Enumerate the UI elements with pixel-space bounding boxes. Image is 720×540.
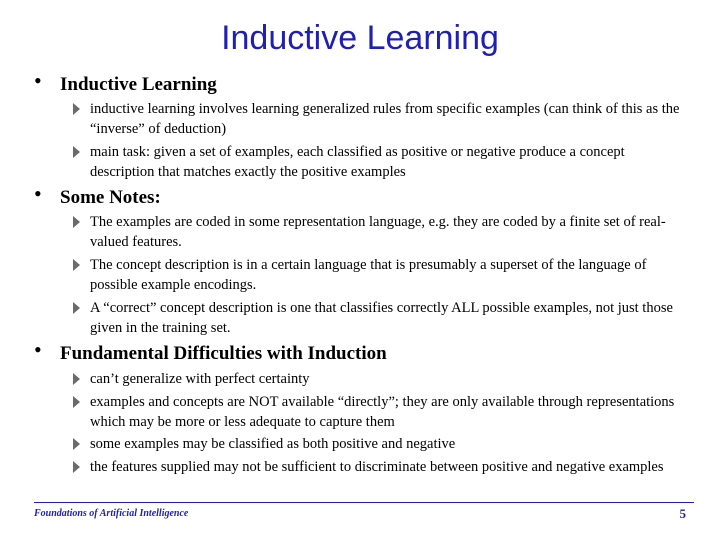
arrow-bullet-icon (72, 258, 81, 272)
list-item-text: The examples are coded in some representation language, e.g. they are coded by a finite set of real-valued features. (90, 214, 666, 250)
list-item-text: examples and concepts are NOT available “directly”; they are only available through representations which may be more or less adequate to capture them (90, 394, 675, 430)
arrow-bullet-icon (72, 437, 81, 451)
page-number: 5 (679, 506, 686, 521)
slide-title: Inductive Learning (221, 19, 499, 57)
list-item-text: the features supplied may not be sufficient to discriminate between positive and negative examples (90, 459, 664, 475)
list-item-text: some examples may be classified as both positive and negative (90, 436, 456, 452)
list-item-text: The concept description is in a certain language that is presumably a superset of the language of possible example encodings. (90, 257, 647, 293)
bullet-dot-icon: • (34, 68, 42, 93)
arrow-bullet-icon (72, 102, 81, 116)
section-heading: Some Notes: (60, 187, 161, 208)
footer-course-title: Foundations of Artificial Intelligence (34, 508, 189, 519)
list-item-text: A “correct” concept description is one that classifies correctly ALL possible examples, not just those given in the training set. (90, 300, 673, 336)
arrow-bullet-icon (72, 460, 81, 474)
arrow-bullet-icon (72, 301, 81, 315)
list-item-text: inductive learning involves learning generalized rules from specific examples (can think of this as the “inverse” of deduction) (90, 101, 680, 137)
bullet-dot-icon: • (34, 337, 42, 362)
footer-divider (34, 502, 694, 503)
section-heading: Inductive Learning (60, 74, 217, 95)
arrow-bullet-icon (72, 215, 81, 229)
list-item-text: main task: given a set of examples, each classified as positive or negative produce a concept description that matches exactly the positive examples (90, 144, 625, 180)
bullet-dot-icon: • (34, 181, 42, 206)
section-heading: Fundamental Difficulties with Induction (60, 343, 387, 364)
arrow-bullet-icon (72, 395, 81, 409)
arrow-bullet-icon (72, 145, 81, 159)
arrow-bullet-icon (72, 372, 81, 386)
list-item-text: can’t generalize with perfect certainty (90, 371, 310, 387)
